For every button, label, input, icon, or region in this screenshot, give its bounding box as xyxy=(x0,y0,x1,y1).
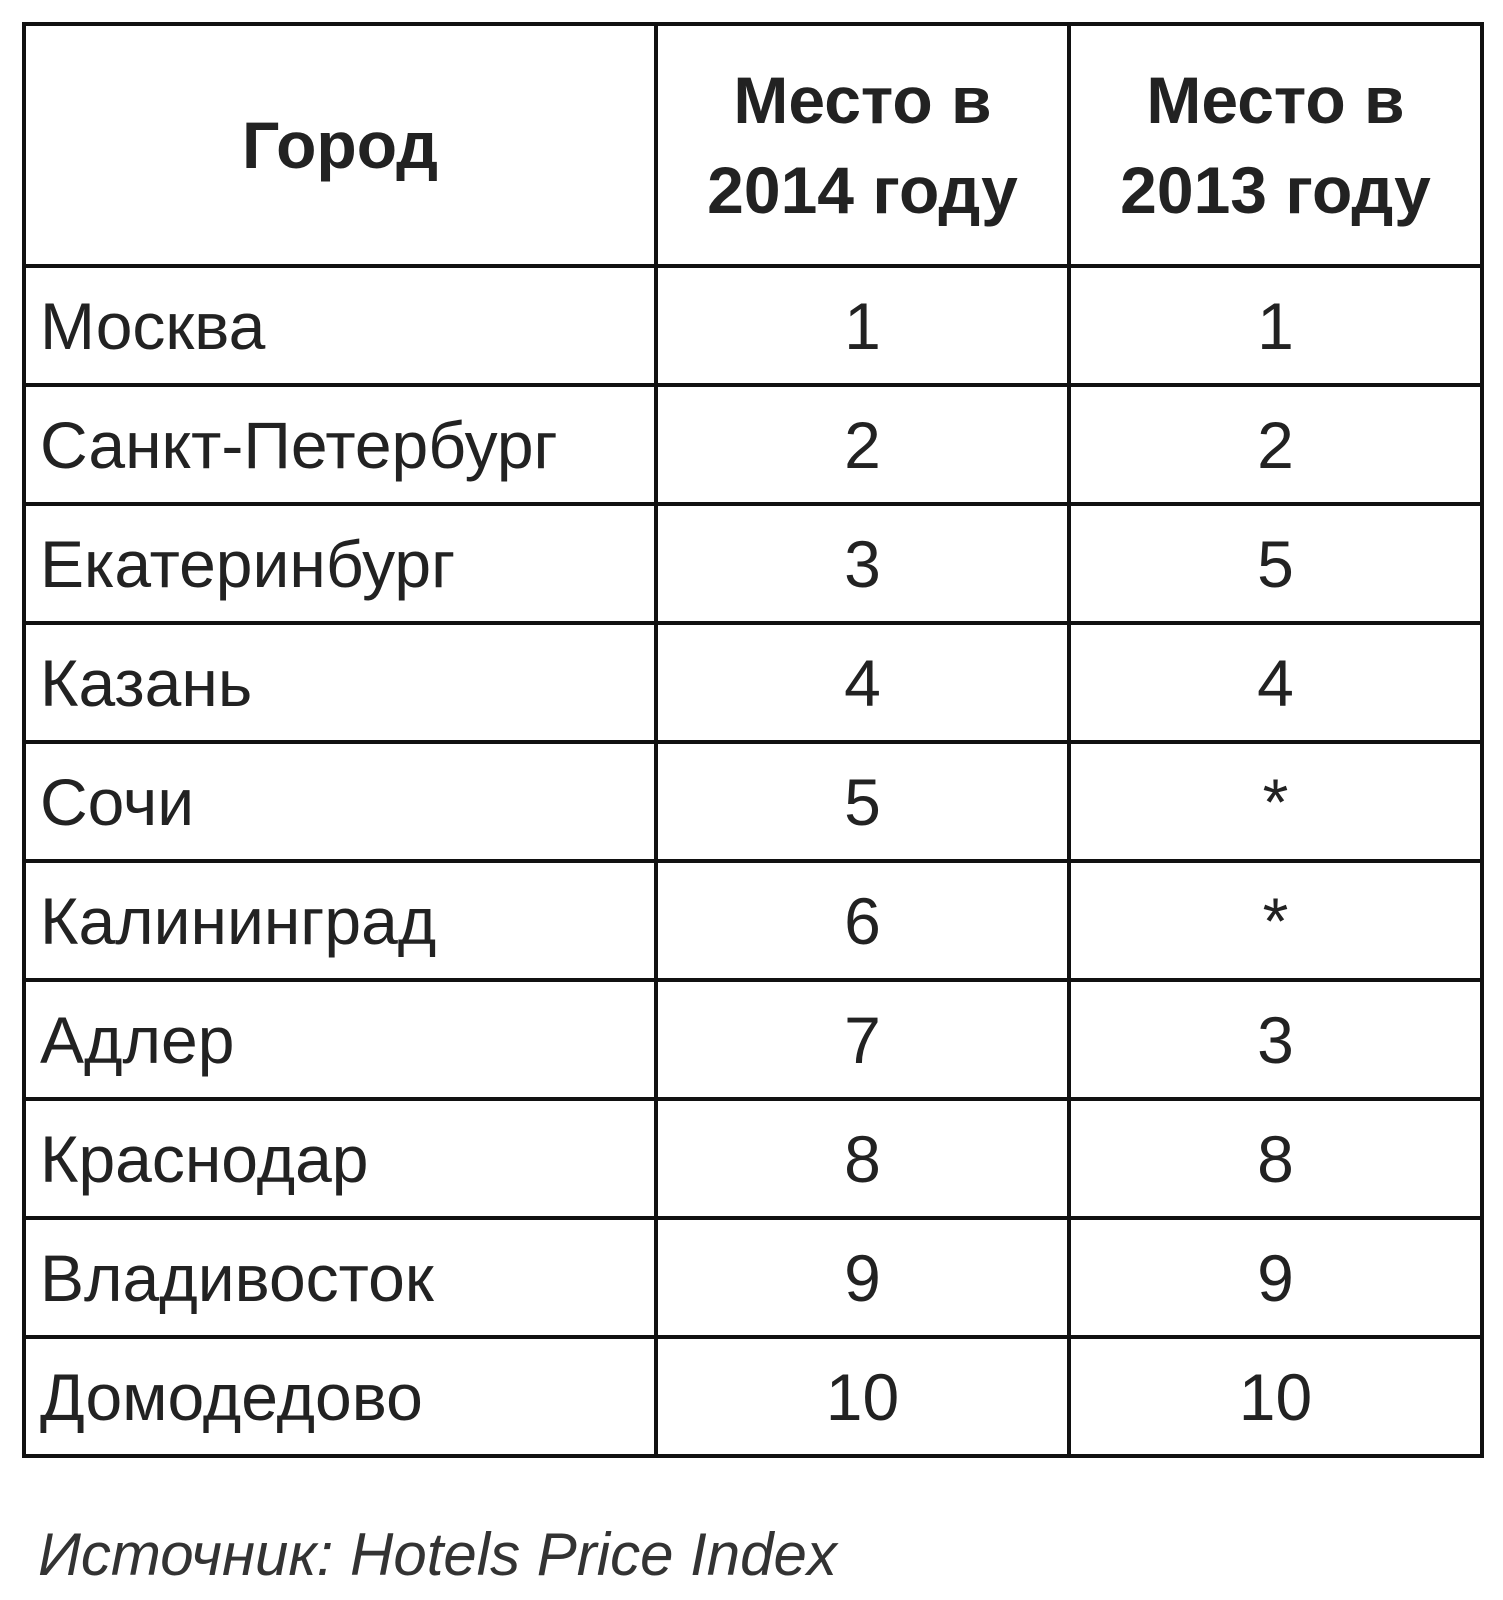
city-cell: Казань xyxy=(24,623,656,742)
table-row xyxy=(24,266,1482,385)
rank-2014-cell: 6 xyxy=(656,861,1069,980)
table-header xyxy=(24,24,1482,266)
city-cell: Москва xyxy=(24,266,656,385)
table-row xyxy=(24,742,1482,861)
rank-2013-cell: 3 xyxy=(1069,980,1482,1099)
table-row xyxy=(24,1218,1482,1337)
city-cell: Екатеринбург xyxy=(24,504,656,623)
header-rank-2014: Место в 2014 году xyxy=(656,24,1069,266)
city-cell: Санкт-Петербург xyxy=(24,385,656,504)
rank-2014-cell: 3 xyxy=(656,504,1069,623)
rank-2013-cell: 5 xyxy=(1069,504,1482,623)
rank-2014-cell: 5 xyxy=(656,742,1069,861)
table-row xyxy=(24,385,1482,504)
rank-2013-cell: * xyxy=(1069,742,1482,861)
header-row xyxy=(24,24,1482,266)
table-row xyxy=(24,861,1482,980)
table-row xyxy=(24,1337,1482,1456)
city-cell: Сочи xyxy=(24,742,656,861)
rank-2013-cell: * xyxy=(1069,861,1482,980)
rank-2013-cell: 9 xyxy=(1069,1218,1482,1337)
rank-2014-cell: 8 xyxy=(656,1099,1069,1218)
rank-2014-cell: 9 xyxy=(656,1218,1069,1337)
ranking-table xyxy=(22,22,1484,1458)
rank-2013-cell: 1 xyxy=(1069,266,1482,385)
rank-2014-cell: 10 xyxy=(656,1337,1069,1456)
city-cell: Краснодар xyxy=(24,1099,656,1218)
header-city: Город xyxy=(24,24,656,266)
rank-2014-cell: 2 xyxy=(656,385,1069,504)
rank-2013-cell: 4 xyxy=(1069,623,1482,742)
city-cell: Калининград xyxy=(24,861,656,980)
table-row xyxy=(24,623,1482,742)
city-cell: Домодедово xyxy=(24,1337,656,1456)
rank-2014-cell: 7 xyxy=(656,980,1069,1099)
city-cell: Адлер xyxy=(24,980,656,1099)
source-note: Источник: Hotels Price Index xyxy=(38,1521,837,1588)
table-body xyxy=(24,266,1482,1456)
table-row xyxy=(24,1099,1482,1218)
city-cell: Владивосток xyxy=(24,1218,656,1337)
table-row xyxy=(24,980,1482,1099)
rank-2013-cell: 10 xyxy=(1069,1337,1482,1456)
header-rank-2013: Место в 2013 году xyxy=(1069,24,1482,266)
rank-2014-cell: 1 xyxy=(656,266,1069,385)
rank-2014-cell: 4 xyxy=(656,623,1069,742)
table-row xyxy=(24,504,1482,623)
rank-2013-cell: 2 xyxy=(1069,385,1482,504)
rank-2013-cell: 8 xyxy=(1069,1099,1482,1218)
